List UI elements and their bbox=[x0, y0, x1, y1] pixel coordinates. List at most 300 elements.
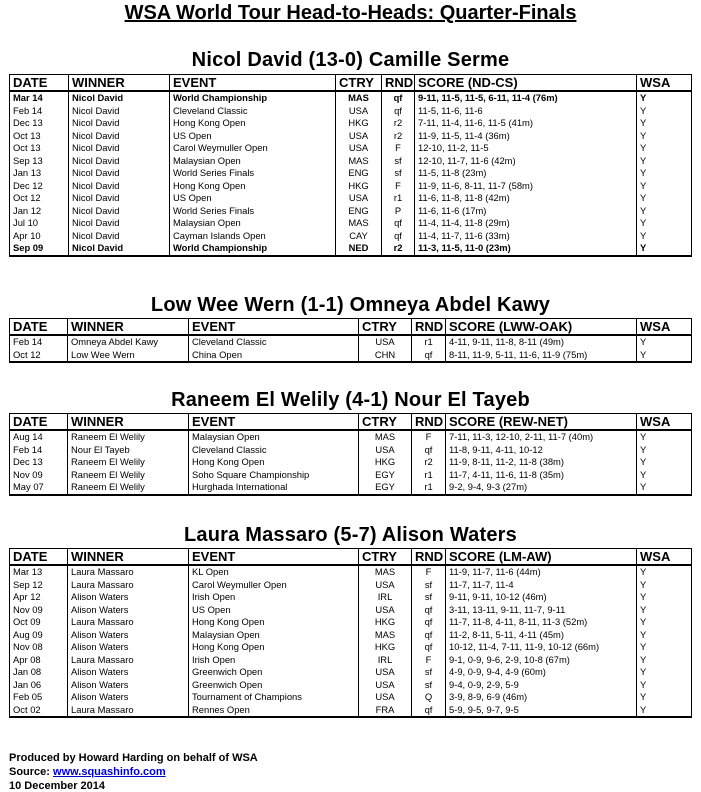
cell-score: 3-11, 13-11, 9-11, 11-7, 9-11 bbox=[446, 604, 637, 617]
column-header-date: DATE bbox=[10, 319, 68, 336]
cell-rnd: qf bbox=[412, 444, 446, 457]
cell-event: Carol Weymuller Open bbox=[170, 142, 336, 155]
cell-score: 12-10, 11-2, 11-5 bbox=[415, 142, 637, 155]
table-row bbox=[10, 117, 692, 130]
cell-wsa: Y bbox=[637, 469, 692, 482]
cell-rnd: qf bbox=[412, 704, 446, 718]
table-row bbox=[10, 641, 692, 654]
cell-score: 11-9, 11-7, 11-6 (44m) bbox=[446, 565, 637, 579]
table-row bbox=[10, 456, 692, 469]
h2h-table-elwelily-eltayeb bbox=[9, 413, 692, 496]
column-header-score: SCORE (ND-CS) bbox=[415, 75, 637, 92]
cell-ctry: CHN bbox=[359, 349, 412, 363]
cell-wsa: Y bbox=[637, 192, 692, 205]
cell-date: Jul 10 bbox=[10, 217, 69, 230]
column-header-date: DATE bbox=[10, 414, 68, 431]
cell-winner: Laura Massaro bbox=[68, 579, 189, 592]
cell-event: Soho Square Championship bbox=[189, 469, 359, 482]
cell-date: Apr 10 bbox=[10, 230, 69, 243]
cell-wsa: Y bbox=[637, 616, 692, 629]
cell-event: Carol Weymuller Open bbox=[189, 579, 359, 592]
column-header-rnd: RND bbox=[412, 549, 446, 566]
table-row bbox=[10, 142, 692, 155]
cell-date: Aug 14 bbox=[10, 430, 68, 444]
cell-wsa: Y bbox=[637, 565, 692, 579]
column-header-ctry: CTRY bbox=[336, 75, 382, 92]
cell-rnd: r1 bbox=[412, 469, 446, 482]
cell-score: 11-6, 11-6 (17m) bbox=[415, 205, 637, 218]
cell-event: China Open bbox=[189, 349, 359, 363]
cell-date: Jan 06 bbox=[10, 679, 68, 692]
section-heading: Raneem El Welily (4-1) Nour El Tayeb bbox=[171, 389, 530, 411]
cell-wsa: Y bbox=[637, 130, 692, 143]
table-row bbox=[10, 604, 692, 617]
cell-event: Cleveland Classic bbox=[170, 105, 336, 118]
cell-score: 8-11, 11-9, 5-11, 11-6, 11-9 (75m) bbox=[446, 349, 637, 363]
cell-event: KL Open bbox=[189, 565, 359, 579]
cell-event: Greenwich Open bbox=[189, 679, 359, 692]
cell-event: Irish Open bbox=[189, 654, 359, 667]
cell-rnd: r2 bbox=[382, 130, 415, 143]
column-header-wsa: WSA bbox=[637, 319, 692, 336]
cell-winner: Nicol David bbox=[69, 242, 170, 256]
cell-rnd: sf bbox=[382, 167, 415, 180]
cell-ctry: ENG bbox=[336, 205, 382, 218]
table-row bbox=[10, 444, 692, 457]
cell-wsa: Y bbox=[637, 591, 692, 604]
column-header-event: EVENT bbox=[170, 75, 336, 92]
cell-rnd: sf bbox=[382, 155, 415, 168]
cell-date: Oct 12 bbox=[10, 192, 69, 205]
column-header-wsa: WSA bbox=[637, 549, 692, 566]
cell-event: Malaysian Open bbox=[189, 629, 359, 642]
column-header-wsa: WSA bbox=[637, 414, 692, 431]
cell-rnd: qf bbox=[412, 629, 446, 642]
cell-winner: Nicol David bbox=[69, 217, 170, 230]
cell-rnd: qf bbox=[412, 641, 446, 654]
table-row bbox=[10, 349, 692, 363]
cell-rnd: r1 bbox=[382, 192, 415, 205]
cell-wsa: Y bbox=[637, 629, 692, 642]
cell-score: 9-11, 11-5, 11-5, 6-11, 11-4 (76m) bbox=[415, 91, 637, 105]
cell-ctry: ENG bbox=[336, 167, 382, 180]
cell-event: Cleveland Classic bbox=[189, 444, 359, 457]
document-title: WSA World Tour Head-to-Heads: Quarter-Finals bbox=[124, 2, 577, 24]
cell-ctry: MAS bbox=[336, 217, 382, 230]
cell-date: Mar 14 bbox=[10, 91, 69, 105]
table-row bbox=[10, 192, 692, 205]
cell-wsa: Y bbox=[637, 217, 692, 230]
table-header-row bbox=[10, 319, 692, 336]
cell-date: Jan 12 bbox=[10, 205, 69, 218]
cell-date: Dec 13 bbox=[10, 456, 68, 469]
table-row bbox=[10, 666, 692, 679]
cell-score: 9-2, 9-4, 9-3 (27m) bbox=[446, 481, 637, 495]
cell-rnd: qf bbox=[412, 604, 446, 617]
footer-source-link[interactable]: www.squashinfo.com bbox=[53, 766, 166, 778]
column-header-winner: WINNER bbox=[68, 319, 189, 336]
column-header-score: SCORE (LWW-OAK) bbox=[446, 319, 637, 336]
table-row bbox=[10, 335, 692, 349]
cell-ctry: MAS bbox=[336, 91, 382, 105]
cell-winner: Alison Waters bbox=[68, 604, 189, 617]
table-row bbox=[10, 565, 692, 579]
cell-date: Nov 09 bbox=[10, 604, 68, 617]
cell-winner: Raneem El Welily bbox=[68, 469, 189, 482]
cell-rnd: F bbox=[412, 654, 446, 667]
cell-rnd: P bbox=[382, 205, 415, 218]
cell-score: 10-12, 11-4, 7-11, 11-9, 10-12 (66m) bbox=[446, 641, 637, 654]
cell-score: 11-4, 11-7, 11-6 (33m) bbox=[415, 230, 637, 243]
cell-date: Feb 14 bbox=[10, 335, 68, 349]
section-heading: Nicol David (13-0) Camille Serme bbox=[191, 49, 510, 71]
cell-event: World Championship bbox=[170, 242, 336, 256]
cell-event: Greenwich Open bbox=[189, 666, 359, 679]
table-row bbox=[10, 579, 692, 592]
cell-rnd: F bbox=[412, 430, 446, 444]
footer-date: 10 December 2014 bbox=[9, 780, 106, 792]
cell-event: Malaysian Open bbox=[170, 217, 336, 230]
table-row bbox=[10, 704, 692, 718]
cell-rnd: qf bbox=[382, 91, 415, 105]
cell-event: Irish Open bbox=[189, 591, 359, 604]
cell-date: Nov 09 bbox=[10, 469, 68, 482]
table-row bbox=[10, 105, 692, 118]
cell-date: Dec 13 bbox=[10, 117, 69, 130]
cell-date: Aug 09 bbox=[10, 629, 68, 642]
cell-wsa: Y bbox=[637, 230, 692, 243]
cell-wsa: Y bbox=[637, 335, 692, 349]
cell-winner: Alison Waters bbox=[68, 691, 189, 704]
cell-ctry: USA bbox=[336, 142, 382, 155]
cell-ctry: USA bbox=[336, 192, 382, 205]
cell-date: Oct 02 bbox=[10, 704, 68, 718]
footer-source-label: Source: bbox=[9, 766, 54, 778]
cell-winner: Nicol David bbox=[69, 167, 170, 180]
cell-rnd: sf bbox=[412, 679, 446, 692]
cell-date: Jan 13 bbox=[10, 167, 69, 180]
cell-wsa: Y bbox=[637, 654, 692, 667]
cell-winner: Laura Massaro bbox=[68, 654, 189, 667]
cell-rnd: r1 bbox=[412, 335, 446, 349]
cell-event: Tournament of Champions bbox=[189, 691, 359, 704]
cell-winner: Omneya Abdel Kawy bbox=[68, 335, 189, 349]
cell-wsa: Y bbox=[637, 91, 692, 105]
cell-date: Sep 09 bbox=[10, 242, 69, 256]
cell-ctry: USA bbox=[359, 691, 412, 704]
cell-date: Oct 12 bbox=[10, 349, 68, 363]
cell-event: World Series Finals bbox=[170, 167, 336, 180]
cell-date: Feb 05 bbox=[10, 691, 68, 704]
cell-winner: Alison Waters bbox=[68, 641, 189, 654]
cell-score: 11-5, 11-6, 11-6 bbox=[415, 105, 637, 118]
cell-ctry: HKG bbox=[359, 456, 412, 469]
cell-ctry: HKG bbox=[359, 616, 412, 629]
cell-ctry: USA bbox=[336, 130, 382, 143]
cell-ctry: HKG bbox=[336, 117, 382, 130]
table-header-row bbox=[10, 75, 692, 92]
cell-event: US Open bbox=[170, 192, 336, 205]
cell-ctry: HKG bbox=[336, 180, 382, 193]
cell-winner: Nicol David bbox=[69, 117, 170, 130]
table-row bbox=[10, 155, 692, 168]
cell-wsa: Y bbox=[637, 242, 692, 256]
table-row bbox=[10, 91, 692, 105]
cell-score: 11-7, 11-7, 11-4 bbox=[446, 579, 637, 592]
cell-wsa: Y bbox=[637, 105, 692, 118]
table-row bbox=[10, 217, 692, 230]
cell-event: World Series Finals bbox=[170, 205, 336, 218]
cell-event: US Open bbox=[170, 130, 336, 143]
cell-rnd: sf bbox=[412, 666, 446, 679]
table-row bbox=[10, 167, 692, 180]
cell-score: 9-11, 9-11, 10-12 (46m) bbox=[446, 591, 637, 604]
table-row bbox=[10, 469, 692, 482]
table-row bbox=[10, 205, 692, 218]
column-header-winner: WINNER bbox=[68, 549, 189, 566]
cell-winner: Nicol David bbox=[69, 105, 170, 118]
cell-ctry: IRL bbox=[359, 591, 412, 604]
cell-ctry: MAS bbox=[359, 565, 412, 579]
cell-ctry: IRL bbox=[359, 654, 412, 667]
footer-source bbox=[9, 766, 166, 778]
cell-wsa: Y bbox=[637, 481, 692, 495]
h2h-table-low-abdelkawy bbox=[9, 318, 692, 363]
cell-wsa: Y bbox=[637, 691, 692, 704]
cell-ctry: USA bbox=[336, 105, 382, 118]
table-header-row bbox=[10, 549, 692, 566]
cell-wsa: Y bbox=[637, 679, 692, 692]
cell-event: Cleveland Classic bbox=[189, 335, 359, 349]
cell-winner: Alison Waters bbox=[68, 591, 189, 604]
cell-score: 9-4, 0-9, 2-9, 5-9 bbox=[446, 679, 637, 692]
cell-event: US Open bbox=[189, 604, 359, 617]
cell-ctry: EGY bbox=[359, 469, 412, 482]
cell-wsa: Y bbox=[637, 117, 692, 130]
cell-ctry: MAS bbox=[359, 430, 412, 444]
section-heading: Laura Massaro (5-7) Alison Waters bbox=[184, 524, 517, 546]
cell-ctry: CAY bbox=[336, 230, 382, 243]
cell-rnd: qf bbox=[382, 105, 415, 118]
cell-score: 9-1, 0-9, 9-6, 2-9, 10-8 (67m) bbox=[446, 654, 637, 667]
cell-rnd: r2 bbox=[382, 242, 415, 256]
cell-winner: Raneem El Welily bbox=[68, 481, 189, 495]
cell-event: Hurghada International bbox=[189, 481, 359, 495]
cell-winner: Nicol David bbox=[69, 155, 170, 168]
table-row bbox=[10, 230, 692, 243]
cell-event: Hong Kong Open bbox=[189, 616, 359, 629]
cell-winner: Laura Massaro bbox=[68, 616, 189, 629]
column-header-date: DATE bbox=[10, 75, 69, 92]
cell-event: Malaysian Open bbox=[170, 155, 336, 168]
table-row bbox=[10, 654, 692, 667]
h2h-table-david-serme bbox=[9, 74, 692, 257]
cell-winner: Alison Waters bbox=[68, 679, 189, 692]
cell-date: Apr 08 bbox=[10, 654, 68, 667]
cell-ctry: MAS bbox=[359, 629, 412, 642]
cell-wsa: Y bbox=[637, 456, 692, 469]
cell-event: Hong Kong Open bbox=[189, 641, 359, 654]
cell-rnd: Q bbox=[412, 691, 446, 704]
cell-wsa: Y bbox=[637, 180, 692, 193]
cell-rnd: F bbox=[412, 565, 446, 579]
table-row bbox=[10, 691, 692, 704]
cell-ctry: EGY bbox=[359, 481, 412, 495]
cell-winner: Nicol David bbox=[69, 142, 170, 155]
column-header-event: EVENT bbox=[189, 414, 359, 431]
h2h-table-massaro-waters bbox=[9, 548, 692, 718]
cell-wsa: Y bbox=[637, 155, 692, 168]
cell-score: 11-9, 8-11, 11-2, 11-8 (38m) bbox=[446, 456, 637, 469]
cell-winner: Nour El Tayeb bbox=[68, 444, 189, 457]
cell-winner: Low Wee Wern bbox=[68, 349, 189, 363]
cell-rnd: F bbox=[382, 142, 415, 155]
cell-score: 4-9, 0-9, 9-4, 4-9 (60m) bbox=[446, 666, 637, 679]
cell-score: 11-6, 11-8, 11-8 (42m) bbox=[415, 192, 637, 205]
column-header-score: SCORE (REW-NET) bbox=[446, 414, 637, 431]
cell-rnd: sf bbox=[412, 591, 446, 604]
cell-wsa: Y bbox=[637, 666, 692, 679]
cell-winner: Nicol David bbox=[69, 192, 170, 205]
cell-rnd: r1 bbox=[412, 481, 446, 495]
cell-winner: Raneem El Welily bbox=[68, 430, 189, 444]
table-row bbox=[10, 679, 692, 692]
cell-event: Rennes Open bbox=[189, 704, 359, 718]
table-row bbox=[10, 481, 692, 495]
cell-ctry: USA bbox=[359, 335, 412, 349]
cell-rnd: F bbox=[382, 180, 415, 193]
column-header-ctry: CTRY bbox=[359, 549, 412, 566]
column-header-event: EVENT bbox=[189, 549, 359, 566]
table-row bbox=[10, 591, 692, 604]
cell-score: 11-7, 4-11, 11-6, 11-8 (35m) bbox=[446, 469, 637, 482]
cell-score: 5-9, 9-5, 9-7, 9-5 bbox=[446, 704, 637, 718]
table-header-row bbox=[10, 414, 692, 431]
cell-ctry: USA bbox=[359, 604, 412, 617]
cell-ctry: USA bbox=[359, 679, 412, 692]
cell-rnd: sf bbox=[412, 579, 446, 592]
column-header-winner: WINNER bbox=[69, 75, 170, 92]
column-header-wsa: WSA bbox=[637, 75, 692, 92]
cell-wsa: Y bbox=[637, 444, 692, 457]
cell-ctry: NED bbox=[336, 242, 382, 256]
cell-winner: Alison Waters bbox=[68, 666, 189, 679]
cell-rnd: r2 bbox=[412, 456, 446, 469]
cell-date: May 07 bbox=[10, 481, 68, 495]
cell-ctry: USA bbox=[359, 579, 412, 592]
cell-wsa: Y bbox=[637, 142, 692, 155]
cell-winner: Alison Waters bbox=[68, 629, 189, 642]
table-row bbox=[10, 180, 692, 193]
cell-winner: Laura Massaro bbox=[68, 565, 189, 579]
cell-winner: Nicol David bbox=[69, 180, 170, 193]
table-row bbox=[10, 430, 692, 444]
cell-date: Nov 08 bbox=[10, 641, 68, 654]
cell-wsa: Y bbox=[637, 205, 692, 218]
cell-rnd: qf bbox=[412, 616, 446, 629]
cell-rnd: qf bbox=[382, 230, 415, 243]
cell-wsa: Y bbox=[637, 167, 692, 180]
cell-score: 4-11, 9-11, 11-8, 8-11 (49m) bbox=[446, 335, 637, 349]
cell-event: Malaysian Open bbox=[189, 430, 359, 444]
cell-winner: Nicol David bbox=[69, 91, 170, 105]
cell-wsa: Y bbox=[637, 579, 692, 592]
cell-date: Oct 09 bbox=[10, 616, 68, 629]
cell-rnd: qf bbox=[382, 217, 415, 230]
table-row bbox=[10, 130, 692, 143]
section-heading: Low Wee Wern (1-1) Omneya Abdel Kawy bbox=[150, 294, 551, 316]
cell-date: Sep 13 bbox=[10, 155, 69, 168]
cell-score: 3-9, 8-9, 6-9 (46m) bbox=[446, 691, 637, 704]
cell-date: Sep 12 bbox=[10, 579, 68, 592]
column-header-ctry: CTRY bbox=[359, 319, 412, 336]
cell-date: Apr 12 bbox=[10, 591, 68, 604]
cell-score: 11-8, 9-11, 4-11, 10-12 bbox=[446, 444, 637, 457]
column-header-rnd: RND bbox=[412, 319, 446, 336]
cell-score: 7-11, 11-3, 12-10, 2-11, 11-7 (40m) bbox=[446, 430, 637, 444]
cell-date: Dec 12 bbox=[10, 180, 69, 193]
cell-score: 11-9, 11-6, 8-11, 11-7 (58m) bbox=[415, 180, 637, 193]
column-header-event: EVENT bbox=[189, 319, 359, 336]
cell-winner: Nicol David bbox=[69, 205, 170, 218]
cell-rnd: qf bbox=[412, 349, 446, 363]
column-header-winner: WINNER bbox=[68, 414, 189, 431]
cell-event: Hong Kong Open bbox=[170, 117, 336, 130]
cell-score: 11-2, 8-11, 5-11, 4-11 (45m) bbox=[446, 629, 637, 642]
cell-ctry: USA bbox=[359, 444, 412, 457]
cell-date: Feb 14 bbox=[10, 444, 68, 457]
cell-score: 7-11, 11-4, 11-6, 11-5 (41m) bbox=[415, 117, 637, 130]
column-header-ctry: CTRY bbox=[359, 414, 412, 431]
table-row bbox=[10, 242, 692, 256]
cell-wsa: Y bbox=[637, 641, 692, 654]
cell-score: 12-10, 11-7, 11-6 (42m) bbox=[415, 155, 637, 168]
table-row bbox=[10, 616, 692, 629]
cell-score: 11-3, 11-5, 11-0 (23m) bbox=[415, 242, 637, 256]
cell-rnd: r2 bbox=[382, 117, 415, 130]
cell-winner: Laura Massaro bbox=[68, 704, 189, 718]
cell-wsa: Y bbox=[637, 604, 692, 617]
cell-date: Oct 13 bbox=[10, 130, 69, 143]
cell-event: World Championship bbox=[170, 91, 336, 105]
cell-date: Feb 14 bbox=[10, 105, 69, 118]
cell-score: 11-7, 11-8, 4-11, 8-11, 11-3 (52m) bbox=[446, 616, 637, 629]
cell-wsa: Y bbox=[637, 430, 692, 444]
column-header-rnd: RND bbox=[412, 414, 446, 431]
column-header-rnd: RND bbox=[382, 75, 415, 92]
cell-date: Mar 13 bbox=[10, 565, 68, 579]
cell-winner: Nicol David bbox=[69, 130, 170, 143]
cell-event: Cayman Islands Open bbox=[170, 230, 336, 243]
column-header-score: SCORE (LM-AW) bbox=[446, 549, 637, 566]
cell-score: 11-4, 11-4, 11-8 (29m) bbox=[415, 217, 637, 230]
cell-ctry: USA bbox=[359, 666, 412, 679]
cell-ctry: HKG bbox=[359, 641, 412, 654]
cell-ctry: FRA bbox=[359, 704, 412, 718]
cell-winner: Nicol David bbox=[69, 230, 170, 243]
cell-wsa: Y bbox=[637, 704, 692, 718]
table-row bbox=[10, 629, 692, 642]
cell-date: Oct 13 bbox=[10, 142, 69, 155]
cell-event: Hong Kong Open bbox=[189, 456, 359, 469]
cell-wsa: Y bbox=[637, 349, 692, 363]
footer-produced: Produced by Howard Harding on behalf of WSA bbox=[9, 752, 258, 764]
cell-winner: Raneem El Welily bbox=[68, 456, 189, 469]
column-header-date: DATE bbox=[10, 549, 68, 566]
cell-score: 11-9, 11-5, 11-4 (36m) bbox=[415, 130, 637, 143]
cell-score: 11-5, 11-8 (23m) bbox=[415, 167, 637, 180]
cell-event: Hong Kong Open bbox=[170, 180, 336, 193]
